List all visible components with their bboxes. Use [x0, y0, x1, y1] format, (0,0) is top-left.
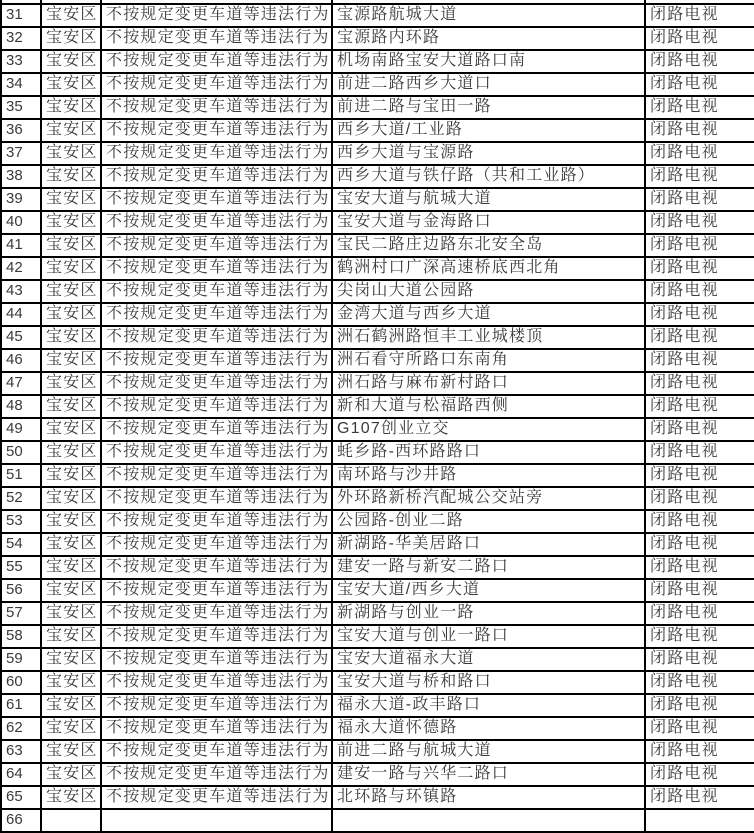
cell-district: 宝安区: [40, 396, 100, 419]
cell-location: 宝安大道/西乡大道: [331, 580, 644, 603]
cell-row-number: 50: [0, 442, 40, 465]
cell-location: 建安一路与新安二路口: [331, 557, 644, 580]
cell-row-number: 49: [0, 419, 40, 442]
cell-location: 西乡大道与铁仔路（共和工业路）: [331, 166, 644, 189]
cell-row-number: 65: [0, 787, 40, 810]
cell-location: 金湾大道与西乡大道: [331, 304, 644, 327]
cell-row-number: 43: [0, 281, 40, 304]
cell-location: 尖岗山大道公园路: [331, 281, 644, 304]
cell-monitor-type: 闭路电视: [644, 511, 754, 534]
cell-monitor-type: 闭路电视: [644, 603, 754, 626]
cell-row-number: 47: [0, 373, 40, 396]
cell-row-number: 37: [0, 143, 40, 166]
table-row: [0, 672, 754, 695]
cell-monitor-type: [644, 810, 754, 833]
cell-district: 宝安区: [40, 212, 100, 235]
table-row: [0, 120, 754, 143]
cell-district: 宝安区: [40, 28, 100, 51]
cell-violation-type: 不按规定变更车道等违法行为: [100, 327, 331, 350]
table-row: [0, 741, 754, 764]
cell-violation-type: [100, 810, 331, 833]
table-row: [0, 258, 754, 281]
cell-location: 西乡大道/工业路: [331, 120, 644, 143]
table-row: [0, 718, 754, 741]
table-row: [0, 97, 754, 120]
cell-monitor-type: 闭路电视: [644, 465, 754, 488]
cell-row-number: 61: [0, 695, 40, 718]
cell-district: 宝安区: [40, 442, 100, 465]
cell-row-number: 63: [0, 741, 40, 764]
table-row: [0, 557, 754, 580]
cell-violation-type: 不按规定变更车道等违法行为: [100, 189, 331, 212]
cell-monitor-type: 闭路电视: [644, 741, 754, 764]
cell-monitor-type: 闭路电视: [644, 304, 754, 327]
cell-district: 宝安区: [40, 465, 100, 488]
cell-location: 宝安大道与创业一路口: [331, 626, 644, 649]
cell-row-number: 66: [0, 810, 40, 833]
cell-violation-type: 不按规定变更车道等违法行为: [100, 28, 331, 51]
table-row: [0, 143, 754, 166]
cell-district: 宝安区: [40, 580, 100, 603]
cell-district: 宝安区: [40, 327, 100, 350]
cell-violation-type: 不按规定变更车道等违法行为: [100, 143, 331, 166]
cell-location: 宝源路内环路: [331, 28, 644, 51]
table-row: [0, 626, 754, 649]
cell-monitor-type: 闭路电视: [644, 350, 754, 373]
cell-violation-type: 不按规定变更车道等违法行为: [100, 235, 331, 258]
cell-district: 宝安区: [40, 166, 100, 189]
cell-monitor-type: 闭路电视: [644, 258, 754, 281]
cell-monitor-type: 闭路电视: [644, 396, 754, 419]
cell-monitor-type: 闭路电视: [644, 442, 754, 465]
cell-monitor-type: 闭路电视: [644, 488, 754, 511]
cell-district: 宝安区: [40, 741, 100, 764]
cell-monitor-type: 闭路电视: [644, 718, 754, 741]
cell-district: 宝安区: [40, 189, 100, 212]
cell-row-number: 39: [0, 189, 40, 212]
cell-violation-type: 不按规定变更车道等违法行为: [100, 488, 331, 511]
cell-district: 宝安区: [40, 557, 100, 580]
cell-violation-type: 不按规定变更车道等违法行为: [100, 465, 331, 488]
cell-location: 新湖路-华美居路口: [331, 534, 644, 557]
cell-row-number: 35: [0, 97, 40, 120]
table-row: [0, 603, 754, 626]
cell-location: 新和大道与松福路西侧: [331, 396, 644, 419]
cell-monitor-type: 闭路电视: [644, 166, 754, 189]
cell-row-number: 60: [0, 672, 40, 695]
cell-monitor-type: 闭路电视: [644, 28, 754, 51]
cell-row-number: 59: [0, 649, 40, 672]
cell-district: 宝安区: [40, 74, 100, 97]
cell-district: 宝安区: [40, 649, 100, 672]
cell-location: 宝安大道福永大道: [331, 649, 644, 672]
cell-violation-type: 不按规定变更车道等违法行为: [100, 603, 331, 626]
cell-location: 福永大道-政丰路口: [331, 695, 644, 718]
cell-monitor-type: 闭路电视: [644, 626, 754, 649]
cell-district: 宝安区: [40, 603, 100, 626]
table-row: [0, 396, 754, 419]
cell-district: 宝安区: [40, 488, 100, 511]
cell-violation-type: 不按规定变更车道等违法行为: [100, 695, 331, 718]
cell-location: 北环路与环镇路: [331, 787, 644, 810]
cell-row-number: 46: [0, 350, 40, 373]
cell-row-number: 56: [0, 580, 40, 603]
cell-district: 宝安区: [40, 97, 100, 120]
table-row: [0, 488, 754, 511]
cell-monitor-type: 闭路电视: [644, 51, 754, 74]
table-row: [0, 51, 754, 74]
cell-violation-type: 不按规定变更车道等违法行为: [100, 442, 331, 465]
cell-district: 宝安区: [40, 304, 100, 327]
cell-row-number: 54: [0, 534, 40, 557]
cell-row-number: 32: [0, 28, 40, 51]
cell-location: 宝民二路庄边路东北安全岛: [331, 235, 644, 258]
cell-district: 宝安区: [40, 235, 100, 258]
cell-row-number: 40: [0, 212, 40, 235]
cell-monitor-type: 闭路电视: [644, 120, 754, 143]
cell-location: 机场南路宝安大道路口南: [331, 51, 644, 74]
table-row: [0, 74, 754, 97]
cell-violation-type: 不按规定变更车道等违法行为: [100, 764, 331, 787]
cell-location: 洲石看守所路口东南角: [331, 350, 644, 373]
table-row: [0, 304, 754, 327]
cell-violation-type: 不按规定变更车道等违法行为: [100, 120, 331, 143]
cell-location: 宝安大道与金海路口: [331, 212, 644, 235]
table-row: [0, 166, 754, 189]
cell-location: 南环路与沙井路: [331, 465, 644, 488]
cell-location: 蚝乡路-西环路路口: [331, 442, 644, 465]
cell-district: 宝安区: [40, 350, 100, 373]
cell-row-number: 42: [0, 258, 40, 281]
cell-violation-type: 不按规定变更车道等违法行为: [100, 787, 331, 810]
cell-district: 宝安区: [40, 51, 100, 74]
cell-row-number: 52: [0, 488, 40, 511]
table-row: [0, 442, 754, 465]
cell-violation-type: 不按规定变更车道等违法行为: [100, 557, 331, 580]
cell-row-number: 41: [0, 235, 40, 258]
cell-row-number: 48: [0, 396, 40, 419]
cell-district: 宝安区: [40, 281, 100, 304]
table-row: [0, 787, 754, 810]
table-row: [0, 465, 754, 488]
cell-row-number: 51: [0, 465, 40, 488]
table-row: [0, 28, 754, 51]
cell-monitor-type: 闭路电视: [644, 143, 754, 166]
cell-monitor-type: 闭路电视: [644, 649, 754, 672]
cell-district: 宝安区: [40, 120, 100, 143]
cell-monitor-type: 闭路电视: [644, 672, 754, 695]
table-row: [0, 327, 754, 350]
cell-location: [331, 810, 644, 833]
table-row: [0, 534, 754, 557]
cell-location: 建安一路与兴华二路口: [331, 764, 644, 787]
table-row: [0, 511, 754, 534]
cell-violation-type: 不按规定变更车道等违法行为: [100, 626, 331, 649]
table-row: [0, 212, 754, 235]
cell-violation-type: 不按规定变更车道等违法行为: [100, 74, 331, 97]
cell-district: 宝安区: [40, 373, 100, 396]
cell-location: 前进二路与航城大道: [331, 741, 644, 764]
cell-violation-type: 不按规定变更车道等违法行为: [100, 419, 331, 442]
cell-row-number: 64: [0, 764, 40, 787]
table-row: [0, 764, 754, 787]
cell-district: 宝安区: [40, 511, 100, 534]
cell-location: 外环路新桥汽配城公交站旁: [331, 488, 644, 511]
cell-location: 公园路-创业二路: [331, 511, 644, 534]
cell-violation-type: 不按规定变更车道等违法行为: [100, 741, 331, 764]
cell-district: 宝安区: [40, 695, 100, 718]
cell-row-number: 31: [0, 5, 40, 28]
cell-violation-type: 不按规定变更车道等违法行为: [100, 97, 331, 120]
cell-monitor-type: 闭路电视: [644, 373, 754, 396]
cell-monitor-type: 闭路电视: [644, 764, 754, 787]
cell-location: 新湖路与创业一路: [331, 603, 644, 626]
cell-violation-type: 不按规定变更车道等违法行为: [100, 718, 331, 741]
table-row: [0, 350, 754, 373]
cell-monitor-type: 闭路电视: [644, 557, 754, 580]
cell-monitor-type: 闭路电视: [644, 787, 754, 810]
cell-violation-type: 不按规定变更车道等违法行为: [100, 350, 331, 373]
cell-location: 洲石鹤洲路恒丰工业城楼顶: [331, 327, 644, 350]
cell-location: 鹤洲村口广深高速桥底西北角: [331, 258, 644, 281]
cell-violation-type: 不按规定变更车道等违法行为: [100, 580, 331, 603]
cell-location: G107创业立交: [331, 419, 644, 442]
cell-violation-type: 不按规定变更车道等违法行为: [100, 258, 331, 281]
cell-monitor-type: 闭路电视: [644, 212, 754, 235]
cell-location: 西乡大道与宝源路: [331, 143, 644, 166]
cell-row-number: 58: [0, 626, 40, 649]
cell-district: 宝安区: [40, 626, 100, 649]
cell-location: 前进二路西乡大道口: [331, 74, 644, 97]
cell-district: 宝安区: [40, 258, 100, 281]
cell-violation-type: 不按规定变更车道等违法行为: [100, 166, 331, 189]
cell-monitor-type: 闭路电视: [644, 281, 754, 304]
cell-monitor-type: 闭路电视: [644, 74, 754, 97]
cell-monitor-type: 闭路电视: [644, 189, 754, 212]
cell-violation-type: 不按规定变更车道等违法行为: [100, 396, 331, 419]
cell-monitor-type: 闭路电视: [644, 97, 754, 120]
cell-violation-type: 不按规定变更车道等违法行为: [100, 672, 331, 695]
cell-row-number: 55: [0, 557, 40, 580]
cell-violation-type: 不按规定变更车道等违法行为: [100, 5, 331, 28]
cell-district: 宝安区: [40, 764, 100, 787]
cell-violation-type: 不按规定变更车道等违法行为: [100, 304, 331, 327]
cell-monitor-type: 闭路电视: [644, 235, 754, 258]
cell-location: 洲石路与麻布新村路口: [331, 373, 644, 396]
cell-row-number: 45: [0, 327, 40, 350]
cell-violation-type: 不按规定变更车道等违法行为: [100, 51, 331, 74]
cell-row-number: 44: [0, 304, 40, 327]
cell-location: 宝源路航城大道: [331, 5, 644, 28]
cell-district: 宝安区: [40, 5, 100, 28]
cell-row-number: 62: [0, 718, 40, 741]
table-row: [0, 235, 754, 258]
cell-district: 宝安区: [40, 672, 100, 695]
cell-row-number: 33: [0, 51, 40, 74]
cell-violation-type: 不按规定变更车道等违法行为: [100, 281, 331, 304]
table-row: [0, 281, 754, 304]
cell-monitor-type: 闭路电视: [644, 695, 754, 718]
cell-location: 前进二路与宝田一路: [331, 97, 644, 120]
cell-district: 宝安区: [40, 787, 100, 810]
cell-violation-type: 不按规定变更车道等违法行为: [100, 534, 331, 557]
table-row: [0, 695, 754, 718]
cell-row-number: 34: [0, 74, 40, 97]
cell-row-number: 36: [0, 120, 40, 143]
table-row: [0, 580, 754, 603]
cell-monitor-type: 闭路电视: [644, 534, 754, 557]
cell-violation-type: 不按规定变更车道等违法行为: [100, 212, 331, 235]
cell-violation-type: 不按规定变更车道等违法行为: [100, 649, 331, 672]
cell-district: 宝安区: [40, 718, 100, 741]
cell-monitor-type: 闭路电视: [644, 5, 754, 28]
cell-location: 宝安大道与航城大道: [331, 189, 644, 212]
cell-location: 福永大道怀德路: [331, 718, 644, 741]
cell-monitor-type: 闭路电视: [644, 419, 754, 442]
table-row: [0, 810, 754, 833]
cell-monitor-type: 闭路电视: [644, 327, 754, 350]
cell-district: [40, 810, 100, 833]
cell-location: 宝安大道与桥和路口: [331, 672, 644, 695]
table-row: [0, 189, 754, 212]
cell-violation-type: 不按规定变更车道等违法行为: [100, 511, 331, 534]
table-row: [0, 649, 754, 672]
cell-monitor-type: 闭路电视: [644, 580, 754, 603]
table-row: [0, 373, 754, 396]
cell-district: 宝安区: [40, 419, 100, 442]
table-row: [0, 419, 754, 442]
table-row: [0, 5, 754, 28]
cell-row-number: 57: [0, 603, 40, 626]
cell-row-number: 38: [0, 166, 40, 189]
cell-district: 宝安区: [40, 143, 100, 166]
cell-row-number: 53: [0, 511, 40, 534]
cell-district: 宝安区: [40, 534, 100, 557]
cell-violation-type: 不按规定变更车道等违法行为: [100, 373, 331, 396]
